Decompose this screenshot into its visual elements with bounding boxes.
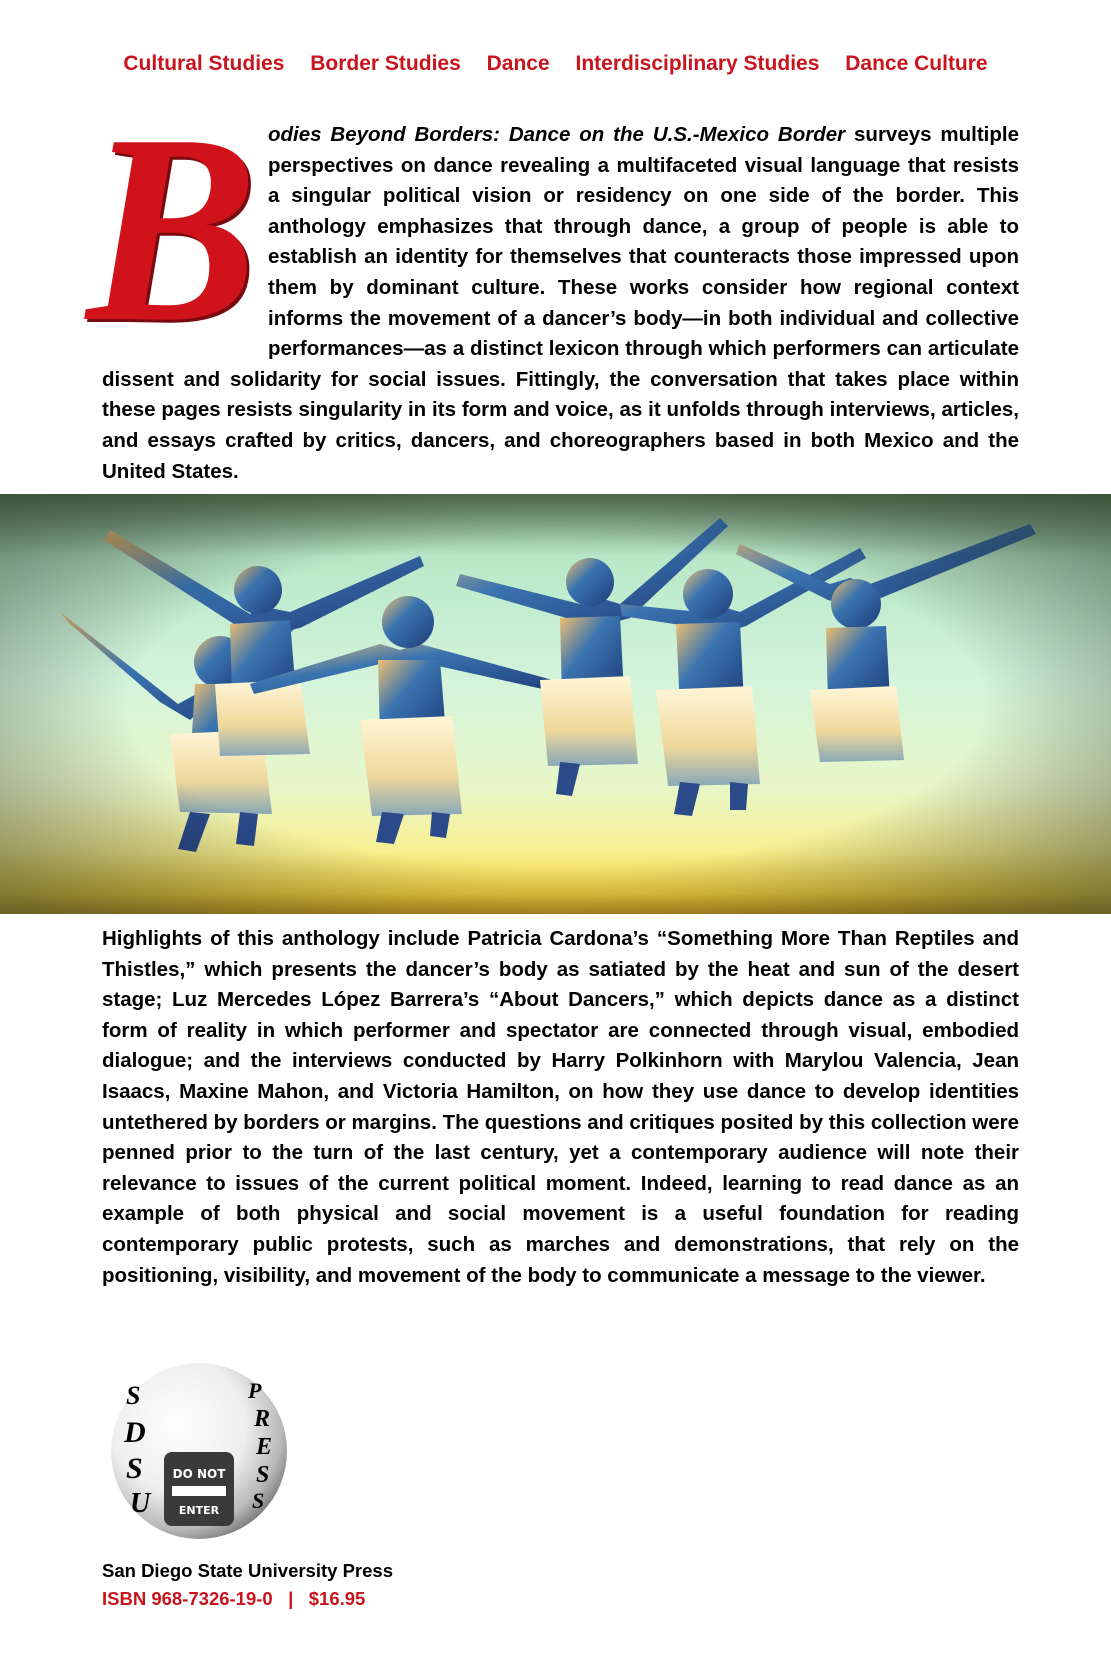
- publisher-block: [102, 1557, 393, 1613]
- publisher-name: San Diego State University Press: [102, 1560, 393, 1581]
- intro-text: surveys multiple perspectives on dance revealing a multifaceted visual language that resists a singular political vision or residency on one side of the border. This anthology emphasizes that through dance, a group of people is able to establish an identity for themselves that counteracts those impressed upon them by dominant culture. These works consider how regional context informs the movement of a dancer’s body—in both individual and collective performances—as a distinct lexicon through which performers can articulate dissent and solidarity for social issues. Fittingly, the conversation that takes place within these pages resists singularity in its form and voice, as it unfolds through interviews, articles, and essays crafted by critics, dancers, and choreographers based in both Mexico and the United States.: [102, 123, 1020, 483]
- subject-interdisciplinary-studies: Interdisciplinary Studies: [575, 52, 820, 75]
- logo-letter-p: P: [248, 1378, 262, 1403]
- sdsu-press-logo: [104, 1356, 294, 1546]
- logo-letter-s3: S: [256, 1462, 270, 1488]
- highlights-paragraph: Highlights of this anthology include Patricia Cardona’s “Something More Than Reptiles and Thistles,” which presents the dancer’s body as satiated by the heat and sun of the desert stage; Luz Mercedes López Barrera’s “About Dancers,” which depicts dance as a distinct form of reality in which performer and spectator are connected through visual, embodied dialogue; and the interviews conducted by Harry Polkinhorn with Marylou Valencia, Jean Isaacs, Maxine Mahon, and Victoria Hamilton, on how they use dance to develop identities untethered by borders or margins. The questions and critiques posited by this collection were penned prior to the turn of the last century, yet a contemporary audience will note their relevance to issues of the current political moment. Indeed, learning to read dance as an example of both physical and social movement is a useful foundation for reading contemporary public protests, such as marches and demonstrations, that rely on the positioning, visibility, and movement of the body to communicate a message to the viewer.: [102, 927, 1019, 1287]
- logo-letter-s2: S: [126, 1452, 143, 1485]
- logo-letter-d: D: [124, 1416, 146, 1449]
- separator: |: [288, 1588, 294, 1609]
- sign-enter: ENTER: [178, 1504, 220, 1517]
- subject-dance: Dance: [486, 52, 550, 75]
- book-title: odies Beyond Borders: Dance on the U.S.-Mexico Border: [268, 123, 846, 146]
- logo-letter-u: U: [130, 1488, 151, 1519]
- logo-letter-s4: S: [252, 1488, 265, 1513]
- price: $16.95: [308, 1588, 366, 1609]
- intro-paragraph: [86, 79, 1020, 487]
- logo-letter-r: R: [254, 1406, 271, 1432]
- logo-letter-e: E: [256, 1434, 273, 1460]
- drop-cap: B: [86, 79, 258, 378]
- sign-do-not: DO NOT: [172, 1467, 226, 1481]
- isbn-price-line: [102, 1585, 393, 1613]
- isbn: ISBN 968-7326-19-0: [102, 1588, 273, 1609]
- subject-border-studies: Border Studies: [310, 52, 461, 75]
- subject-dance-culture: Dance Culture: [845, 52, 988, 75]
- subject-categories: [0, 52, 1111, 76]
- dancers-photo: [0, 494, 1111, 914]
- subject-cultural-studies: Cultural Studies: [123, 52, 285, 75]
- logo-letter-s1: S: [126, 1381, 141, 1410]
